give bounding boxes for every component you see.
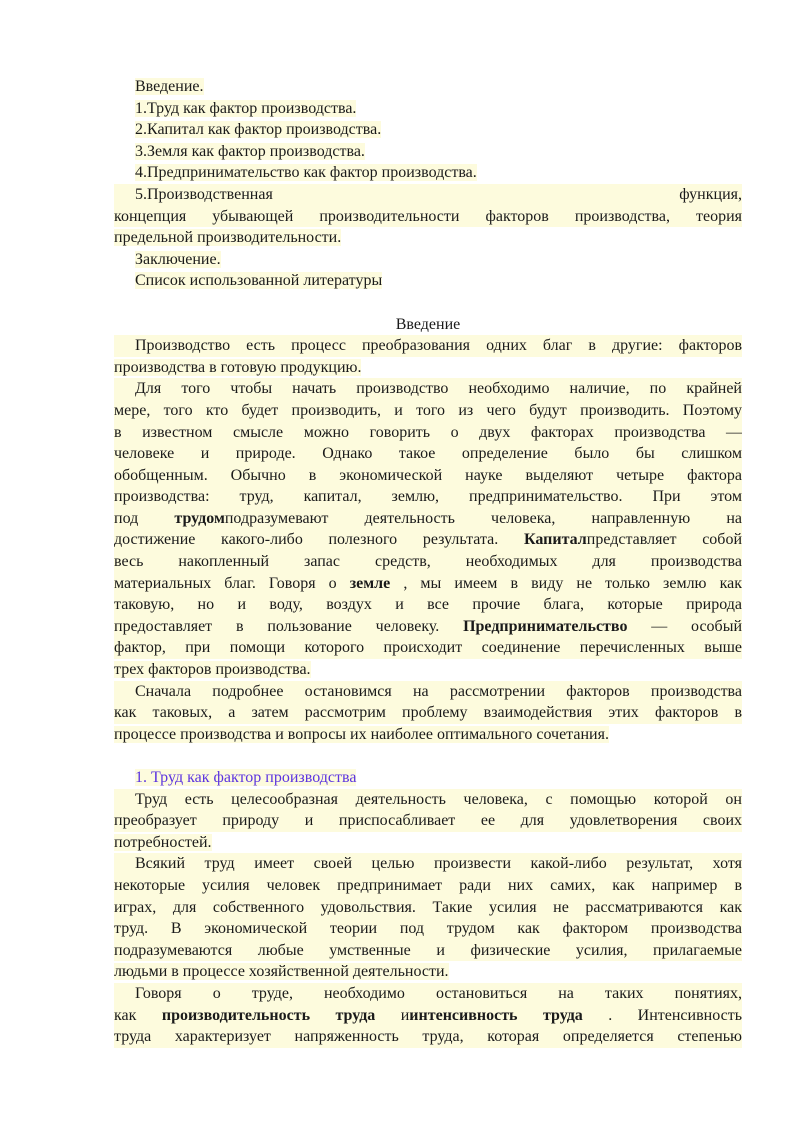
intro-p1-line: Производство есть процесс преобразования одних благ в другие: факторов [114,335,742,357]
term-capital: Капитал [523,531,587,549]
intro-p2-line: фактор, при помощи которого происходит соединение перечисленных выше [114,637,742,659]
s1-p2-line: некоторые усилия человек предпринимает ради них самих, как например в [114,875,742,897]
toc-item-5-line3: предельной производительности. [114,229,342,247]
toc-literature: Список использованной литературы [135,272,383,290]
intro-text: подразумевают деятельность человека, направленную на [224,509,742,527]
intro-p2-line: мере, того кто будет производить, и того из чего будут производить. Поэтому [114,400,742,422]
intro-text: представляет собой [586,531,742,549]
table-of-contents [114,76,742,292]
intro-p2-line [114,616,742,638]
s1-text: . Интенсивность [608,1006,742,1024]
document-page [114,76,742,1048]
toc-item-1: 1.Труд как фактор производства. [135,99,357,117]
s1-p3-line: труда характеризует напряженность труда, которая определяется степенью [114,1026,742,1048]
toc-conclusion: Заключение. [135,250,221,268]
toc-item-5-line2: концепция убывающей производительности факторов производства, теория [114,206,742,228]
toc-item-5-line1 [114,184,742,206]
intro-text: под [114,509,139,527]
s1-p2-line: людьми в процессе хозяйственной деятельности. [114,963,449,981]
term-labor-productivity: производительность труда [161,1006,376,1024]
s1-p2-line: подразумеваются любые умственные и физические усилия, прилагаемые [114,940,742,962]
intro-p2-line: в известном смысле можно говорить о двух факторах производства — [114,422,742,444]
toc-item-5-start: 5.Производственная [135,185,273,203]
s1-p3-line: Говоря о труде, необходимо остановиться на таких понятиях, [114,983,742,1005]
intro-p2-line: трех факторов производства. [114,661,311,679]
intro-p3-line: как таковых, а затем рассмотрим проблему взаимодействия этих факторов в [114,702,742,724]
s1-p2-line: Всякий труд имеет своей целью произвести какой-либо результат, хотя [114,853,742,875]
intro-title: Введение [395,315,461,333]
toc-item-3: 3.Земля как фактор производства. [135,142,365,160]
toc-item-4: 4.Предпринимательство как фактор производства. [135,164,477,182]
intro-text: достижение какого-либо полезного результата. [114,531,499,549]
toc-item-5-end: функция, [679,185,742,203]
intro-p1-line: производства в готовую продукцию. [114,358,362,376]
s1-p2-line: играх, для собственного удовольствия. Такие усилия не рассматриваются как [114,897,742,919]
intro-p3-line: Сначала подробнее остановимся на рассмотрении факторов производства [114,681,742,703]
intro-text: — особый [651,617,742,635]
intro-p2-line: производства: труд, капитал, землю, предпринимательство. При этом [114,486,742,508]
intro-text: предоставляет в пользование человеку. [114,617,440,635]
section-introduction [114,314,742,746]
intro-text: материальных благ. Говоря о [114,574,337,592]
term-land: земле [349,574,391,592]
s1-p1-line: преобразует природу и приспосабливает ее для удовлетворения своих [114,810,742,832]
s1-p1-line: потребностей. [114,833,212,851]
term-entrepreneurship: Предпринимательство [463,617,628,635]
s1-p3-line [114,1005,742,1027]
toc-intro: Введение. [135,78,204,95]
term-labor-intensity: интенсивность труда [409,1006,583,1024]
intro-p2-line: обобщенным. Обычно в экономической науке выделяют четыре фактора [114,465,742,487]
intro-p3-line: процессе производства и вопросы их наиболее оптимального сочетания. [114,725,609,743]
intro-p2-line: человеке и природе. Однако такое определение было бы слишком [114,443,742,465]
s1-p1-line: Труд есть целесообразная деятельность человека, с помощью которой он [114,789,742,811]
section-labor [114,767,742,1048]
section-1-title: 1. Труд как фактор производства [135,769,357,786]
intro-text: , мы имеем в виду не только землю как [403,574,742,592]
term-labor: трудом [174,509,225,527]
s1-p2-line: труд. В экономической теории под трудом как фактором производства [114,918,742,940]
intro-p2-line: таковую, но и воду, воздух и все прочие блага, которые природа [114,594,742,616]
intro-p2-line: Для того чтобы начать производство необходимо наличие, по крайней [114,378,742,400]
toc-item-2: 2.Капитал как фактор производства. [135,121,382,139]
s1-text: и [400,1006,410,1024]
intro-p2-line [114,508,742,530]
intro-p2-line [114,573,742,595]
intro-p2-line [114,529,742,551]
s1-text: как [114,1006,137,1024]
intro-p2-line: весь накопленный запас средств, необходимых для производства [114,551,742,573]
